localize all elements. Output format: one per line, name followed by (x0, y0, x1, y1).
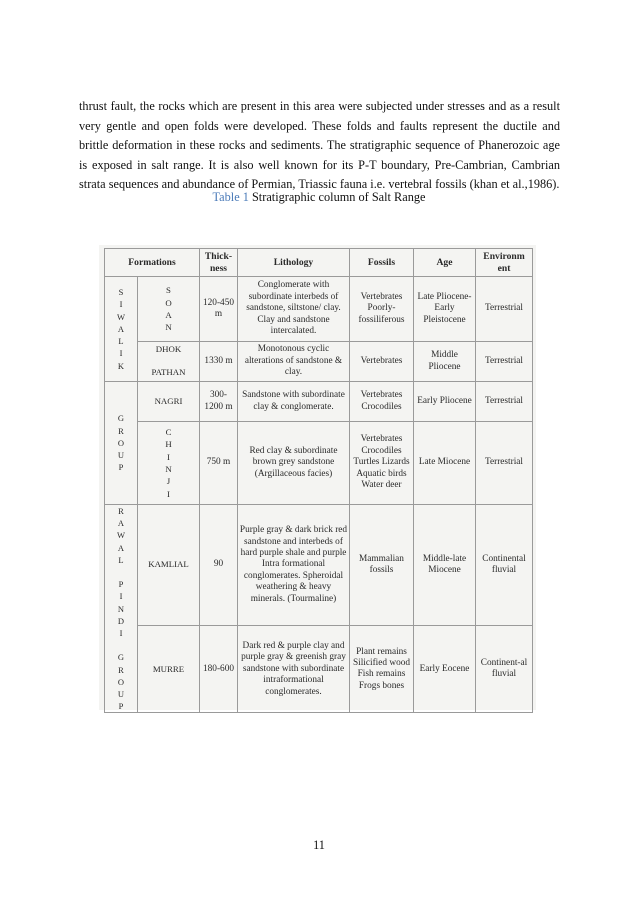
fossils-murre: Plant remains Silicified wood Fish remains Frogs bones (350, 626, 414, 713)
environment-chinji: Terrestrial (476, 422, 533, 505)
stacked-letter: I (167, 451, 170, 462)
environment-kamlial: Continental fluvial (476, 505, 533, 626)
age-dhok-pathan: Middle Pliocene (414, 342, 476, 382)
group-rawalpindi (105, 505, 138, 713)
stacked-letter (120, 567, 122, 577)
stacked-letter: G (117, 652, 125, 663)
group-nagri-chinji (105, 382, 138, 505)
stacked-letter: I (119, 299, 123, 310)
stacked-letter: R (118, 506, 124, 516)
stacked-letter: N (165, 322, 172, 333)
environment-nagri: Terrestrial (476, 382, 533, 422)
table-caption-text: Stratigraphic column of Salt Range (248, 190, 426, 204)
age-nagri: Early Pliocene (414, 382, 476, 422)
table-row (105, 382, 533, 422)
age-chinji: Late Miocene (414, 422, 476, 505)
stacked-letter: N (117, 603, 125, 614)
stacked-letter: P (118, 701, 124, 712)
fossils-kamlial: Mammalian fossils (350, 505, 414, 626)
thickness-soan: 120-450 m (200, 277, 238, 342)
header-environment: Environm ent (476, 249, 533, 277)
stacked-letter: D (117, 615, 125, 626)
lithology-kamlial: Purple gray & dark brick red sandstone and interbeds of hard purple shale and purple Intra formational conglomerates. Spheroidal weathering & heavy minerals. (Tourmaline) (238, 505, 350, 626)
formation-chinji (138, 422, 200, 505)
stacked-letter: P (118, 579, 124, 590)
thickness-dhok-pathan: 1330 m (200, 342, 238, 382)
environment-dhok-pathan: Terrestrial (476, 342, 533, 382)
stacked-letter: O (117, 437, 125, 448)
formation-murre: MURRE (138, 626, 200, 713)
lithology-murre: Dark red & purple clay and purple gray & greenish gray sandstone with subordinate intraformational conglomerates. (238, 626, 350, 713)
header-age: Age (414, 249, 476, 277)
stacked-letter: K (117, 360, 125, 371)
intro-paragraph: thrust fault, the rocks which are present in this area were subjected under stresses and as a result very gentle and open folds were developed. These folds and faults represent the ductile and brittle deformation in these rocks and sediments. The stratigraphic sequence of Phanerozoic age is exposed in salt range. It is also well known for its P-T boundary, Pre-Cambrian, Cambrian strata sequences and abundance of Permian, Triassic fauna i.e. vertebral fossils (khan et al.,1986). (79, 99, 560, 191)
stacked-letter: U (117, 450, 125, 461)
stacked-letter: J (166, 476, 171, 487)
stacked-letter: L (118, 554, 124, 565)
header-thickness: Thick-ness (200, 249, 238, 277)
header-fossils: Fossils (350, 249, 414, 277)
stacked-letter: L (118, 336, 124, 347)
table-row (105, 626, 533, 713)
formation-soan (138, 277, 200, 342)
lithology-chinji: Red clay & subordinate brown grey sandstone (Argillaceous facies) (238, 422, 350, 505)
stratigraphic-table (104, 248, 533, 713)
thickness-kamlial: 90 (200, 505, 238, 626)
lithology-soan: Conglomerate with subordinate interbeds of sandstone, siltstone/ clay. Clay and sandstone intercalated. (238, 277, 350, 342)
stacked-letter: O (117, 676, 125, 687)
lithology-nagri: Sandstone with subordinate clay & conglomerate. (238, 382, 350, 422)
stacked-letter: A (117, 518, 125, 529)
table-row (105, 277, 533, 342)
group-siwalik (105, 277, 138, 382)
stacked-letter: N (165, 464, 172, 474)
stacked-letter: I (167, 488, 170, 499)
page-number: 11 (313, 838, 325, 852)
stacked-letter: W (116, 311, 126, 322)
lithology-dhok-pathan: Monotonous cyclic alterations of sandstone & clay. (238, 342, 350, 382)
age-murre: Early Eocene (414, 626, 476, 713)
thickness-chinji: 750 m (200, 422, 238, 505)
stacked-letter: U (117, 689, 125, 700)
stacked-letter: H (165, 439, 172, 450)
table-header-row (105, 249, 533, 277)
formation-nagri: NAGRI (138, 382, 200, 422)
stacked-letter: G (117, 413, 125, 424)
table-caption (0, 190, 638, 205)
formation-pathan: PATHAN (151, 367, 186, 378)
header-formations: Formations (105, 249, 200, 277)
age-kamlial: Middle-late Miocene (414, 505, 476, 626)
fossils-nagri: Vertebrates Crocodiles (350, 382, 414, 422)
stacked-letter: S (118, 287, 124, 298)
stacked-letter: R (118, 664, 124, 675)
stacked-letter (120, 640, 122, 650)
stacked-letter: I (119, 628, 123, 639)
formation-dhok-pathan (138, 342, 200, 382)
stacked-letter: A (165, 310, 172, 320)
stacked-letter: A (117, 323, 125, 334)
stacked-letter: I (119, 591, 123, 602)
stacked-letter: P (118, 462, 124, 473)
header-lithology: Lithology (238, 249, 350, 277)
thickness-murre: 180-600 (200, 626, 238, 713)
stacked-letter: W (116, 530, 126, 541)
environment-murre: Continent-al fluvial (476, 626, 533, 713)
stacked-letter: R (118, 425, 124, 436)
stacked-letter: S (166, 285, 171, 296)
stacked-letter: O (165, 297, 172, 308)
table-row (105, 505, 533, 626)
stacked-letter: I (119, 348, 123, 359)
table-row (105, 342, 533, 382)
table-number: Table 1 (212, 190, 249, 204)
thickness-nagri: 300-1200 m (200, 382, 238, 422)
table-row (105, 422, 533, 505)
formation-dhok: DHOK (155, 344, 182, 355)
stacked-letter: C (165, 426, 172, 437)
formation-kamlial: KAMLIAL (138, 505, 200, 626)
stacked-letter: A (117, 542, 125, 553)
age-soan: Late Pliocene-Early Pleistocene (414, 277, 476, 342)
fossils-chinji: Vertebrates Crocodiles Turtles Lizards Aquatic birds Water deer (350, 422, 414, 505)
fossils-dhok-pathan: Vertebrates (350, 342, 414, 382)
fossils-soan: Vertebrates Poorly-fossiliferous (350, 277, 414, 342)
environment-soan: Terrestrial (476, 277, 533, 342)
